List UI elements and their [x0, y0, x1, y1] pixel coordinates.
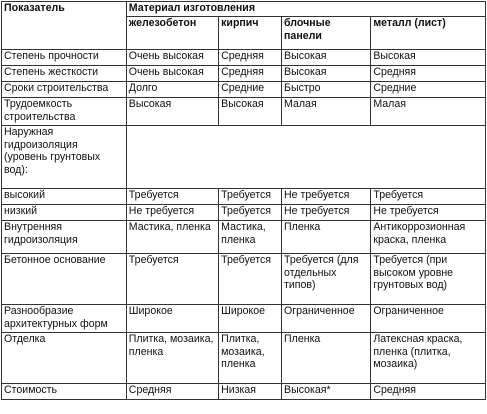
table-cell: Средняя [219, 50, 282, 66]
table-row [2, 98, 486, 126]
table-cell: Средние [371, 82, 486, 98]
table-cell: Плитка, мозаика, пленка [126, 333, 218, 384]
row-label: Разнообразие архитектурных форм [2, 305, 127, 333]
table-row [2, 305, 486, 333]
table-row [2, 205, 486, 221]
row-label: Отделка [2, 333, 127, 384]
table-cell: Высокая [219, 98, 282, 126]
table-cell: Требуется [126, 254, 218, 305]
table-cell: Очень высокая [126, 50, 218, 66]
table-cell: Ограниченное [282, 305, 371, 333]
row-label: Степень жесткости [2, 66, 127, 82]
table-cell: Средняя [371, 384, 486, 400]
header-material-brick: кирпич [219, 17, 282, 50]
table-cell: Широкое [219, 305, 282, 333]
table-cell: Требуется [126, 189, 218, 205]
row-label: Наружная гидроизоляция (уровень грунтовых вод): [2, 126, 127, 189]
table-cell: Средние [219, 82, 282, 98]
table-row [2, 189, 486, 205]
table-row [2, 126, 486, 189]
table-cell: Не требуется [282, 205, 371, 221]
row-label: Трудоемкость строительства [2, 98, 127, 126]
table-cell: Требуется [219, 254, 282, 305]
row-label: Степень прочности [2, 50, 127, 66]
table-cell: Низкая [219, 384, 282, 400]
table-cell: Требуется [219, 205, 282, 221]
header-indicator: Показатель [2, 2, 127, 50]
table-row [2, 50, 486, 66]
table-cell: Плитка, мозаика, пленка [219, 333, 282, 384]
table-cell: Высокая [282, 66, 371, 82]
row-label: Сроки строительства [2, 82, 127, 98]
header-material-group: Материал изготовления [126, 2, 485, 17]
header-material-block-panels: блочные панели [282, 17, 371, 50]
table-cell: Средняя [126, 384, 218, 400]
table-cell: Средняя [371, 66, 486, 82]
table-cell: Высокая [371, 50, 486, 66]
table-cell: Быстро [282, 82, 371, 98]
table-cell: Не требуется [282, 189, 371, 205]
row-label: высокий [2, 189, 127, 205]
table-row [2, 221, 486, 254]
table-cell: Высокая* [282, 384, 371, 400]
table-cell: Пленка [282, 333, 371, 384]
table-cell: Мастика, пленка [126, 221, 218, 254]
table-cell: Малая [371, 98, 486, 126]
table-cell: Требуется (при высоком уровне грунтовых вод) [371, 254, 486, 305]
table-row [2, 384, 486, 400]
table-cell: Высокая [282, 50, 371, 66]
header-material-metal-sheet: металл (лист) [371, 17, 486, 50]
table-row [2, 333, 486, 384]
table-cell: Средняя [219, 66, 282, 82]
table-cell: Долго [126, 82, 218, 98]
materials-comparison-table [1, 1, 486, 400]
table-cell-empty [126, 126, 485, 189]
row-label: Бетонное основание [2, 254, 127, 305]
table-cell: Требуется (для отдельных типов) [282, 254, 371, 305]
table-cell: Ограниченное [371, 305, 486, 333]
table-row [2, 66, 486, 82]
row-label: низкий [2, 205, 127, 221]
table-cell: Требуется [219, 189, 282, 205]
table-cell: Высокая [126, 98, 218, 126]
header-row-top [2, 2, 486, 17]
table-row [2, 82, 486, 98]
row-label: Стоимость [2, 384, 127, 400]
table-cell: Мастика, пленка [219, 221, 282, 254]
table-cell: Широкое [126, 305, 218, 333]
table-cell: Малая [282, 98, 371, 126]
table-cell: Очень высокая [126, 66, 218, 82]
header-material-reinforced-concrete: железобетон [126, 17, 218, 50]
row-label: Внутренняя гидроизоляция [2, 221, 127, 254]
table-cell: Латексная краска, пленка (плитка, мозаика) [371, 333, 486, 384]
table-cell: Требуется [371, 189, 486, 205]
table-cell: Антикоррозионная краска, пленка [371, 221, 486, 254]
table-cell: Не требуется [126, 205, 218, 221]
table-row [2, 254, 486, 305]
table-cell: Не требуется [371, 205, 486, 221]
table-cell: Пленка [282, 221, 371, 254]
